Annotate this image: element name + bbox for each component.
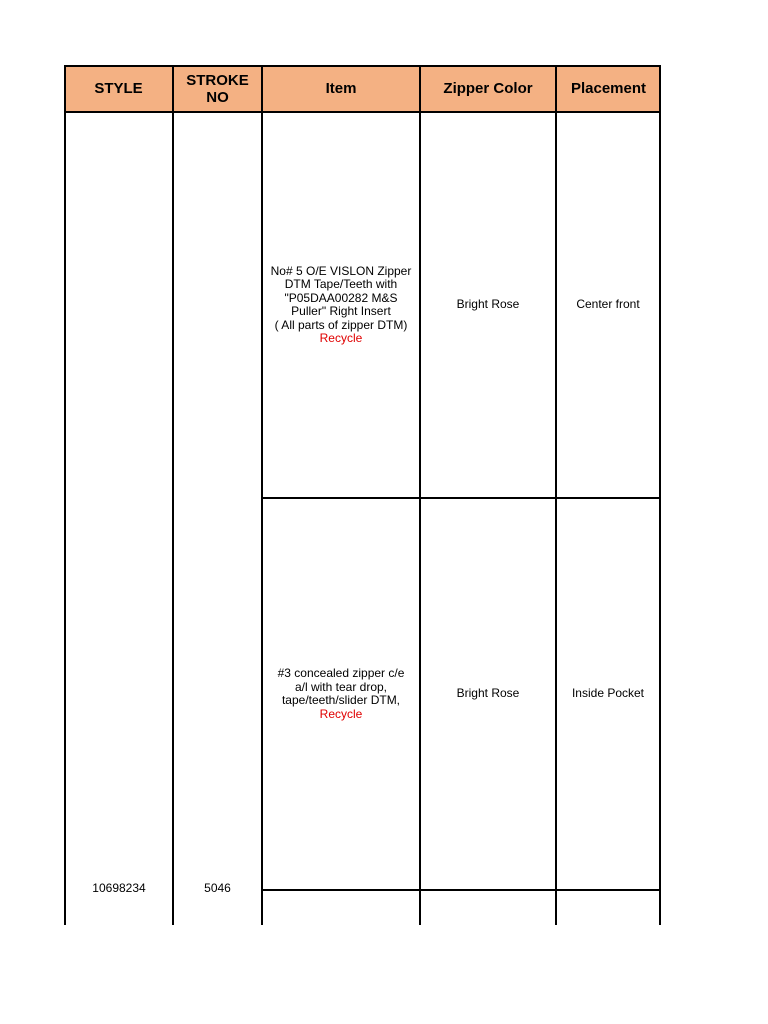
- header-placement: Placement: [556, 65, 661, 112]
- header-item: Item: [262, 65, 420, 112]
- table-row-2-zipper-color: Bright Rose: [456, 686, 520, 701]
- table-row-1-placement: Center front: [576, 297, 640, 312]
- grid-line-vertical: [172, 65, 174, 925]
- zipper-spec-table: [64, 65, 661, 925]
- header-zipper-color: Zipper Color: [420, 65, 556, 112]
- grid-line-horizontal: [64, 65, 661, 67]
- table-row-2-placement: Inside Pocket: [571, 686, 645, 701]
- row-2-recycle-label: Recycle: [319, 706, 363, 721]
- row-1-item-text: No# 5 O/E VISLON Zipper DTM Tape/Teeth with "P05DAA00282 M&S Puller" Right Insert ( All parts of zipper DTM): [270, 263, 412, 332]
- grid-line-vertical: [659, 65, 661, 925]
- header-style: STYLE: [64, 65, 173, 112]
- table-row-1-zipper-color: Bright Rose: [456, 297, 520, 312]
- style-value: 10698234: [92, 881, 146, 896]
- stroke-no-value: 5046: [204, 881, 231, 896]
- grid-line-vertical: [64, 65, 66, 925]
- table-row-2-item: [263, 499, 419, 889]
- header-stroke-no: STROKE NO: [173, 65, 262, 112]
- row-2-item-text: #3 concealed zipper c/e a/l with tear drop, tape/teeth/slider DTM,: [277, 666, 405, 707]
- grid-line-horizontal: [261, 889, 661, 891]
- row-1-recycle-label: Recycle: [319, 331, 363, 345]
- table-row-1-item: [263, 113, 419, 497]
